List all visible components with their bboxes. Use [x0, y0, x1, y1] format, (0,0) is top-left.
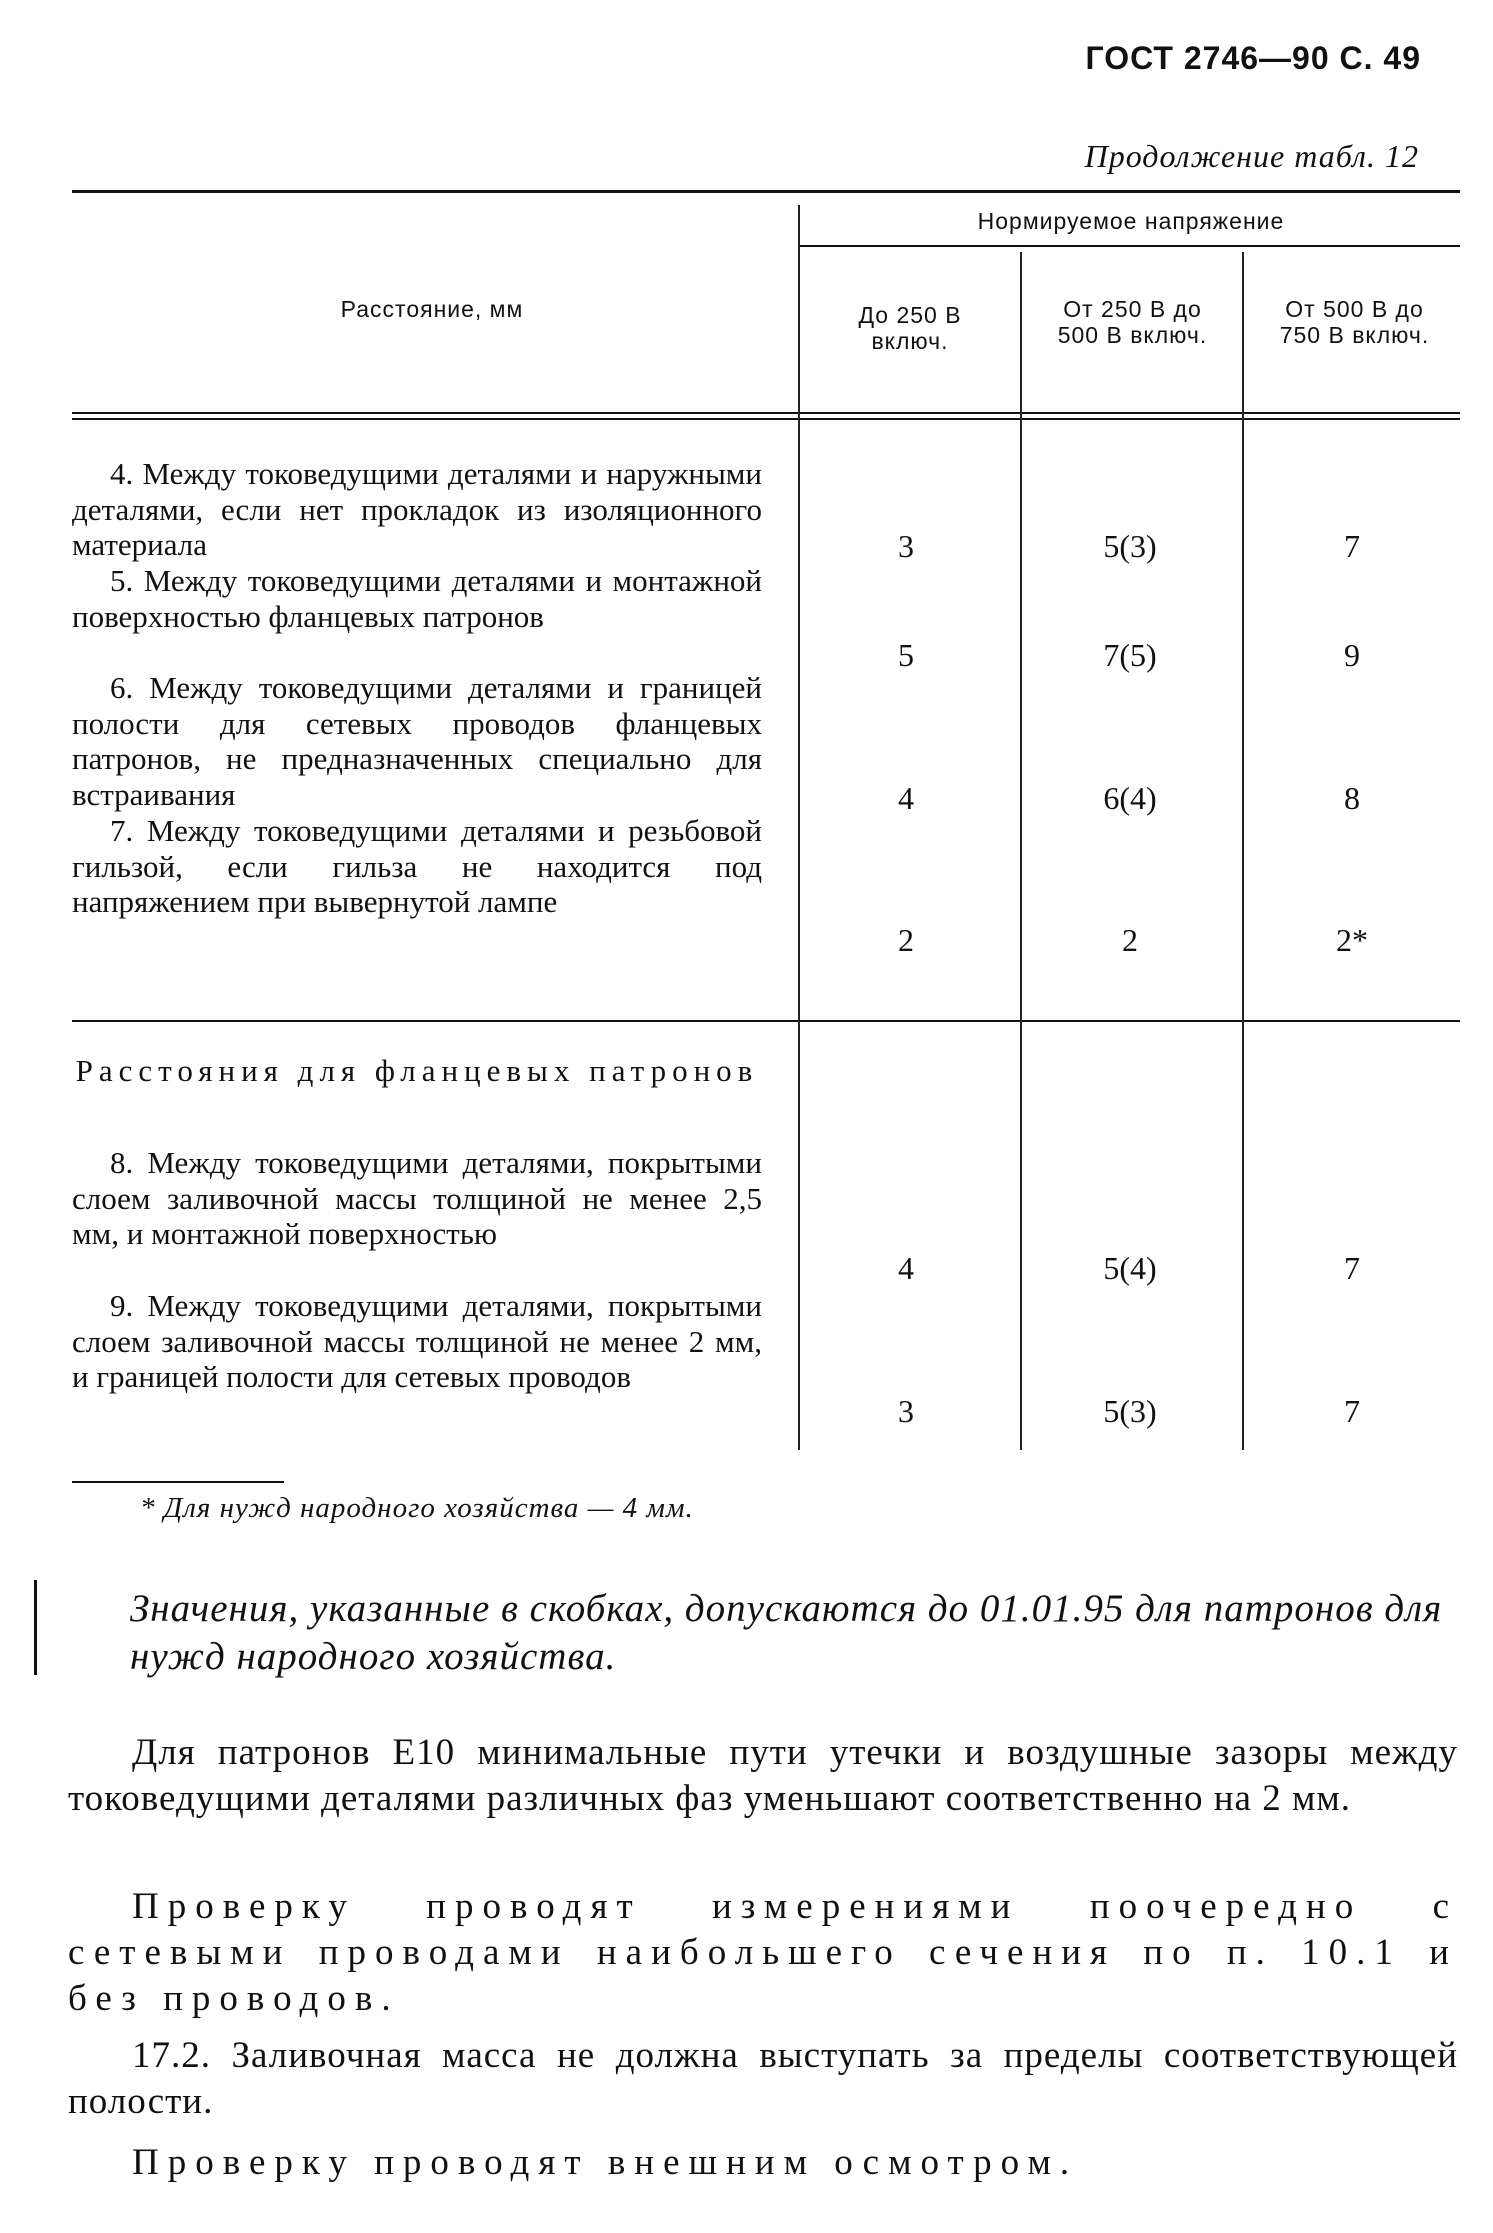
table-footnote: * Для нужд народного хозяйства — 4 мм.	[140, 1492, 694, 1524]
paragraph-check-visual: Проверку проводят внешним осмотром.	[132, 2142, 1079, 2183]
section-heading: Расстояния для фланцевых патронов	[75, 1053, 759, 1088]
page-header-code: ГОСТ 2746—90 С. 49	[1085, 40, 1421, 76]
row-text: 6. Между токоведущими деталями и границей полости для сетевых проводов фланцевых патронов, не предназначенных специально для встраивания	[72, 670, 762, 812]
table-row	[72, 813, 762, 920]
row-value-col1: 2	[898, 922, 914, 958]
column-header-distance: Расстояние, мм	[340, 296, 524, 322]
row-text: 5. Между токоведущими деталями и монтажной поверхностью фланцевых патронов	[72, 563, 762, 634]
column-header-voltage-group: Нормируемое напряжение	[977, 208, 1285, 234]
row-value-col1: 4	[898, 1250, 914, 1286]
row-value-col2: 6(4)	[1103, 780, 1157, 816]
column-header-250-500: От 250 В до 500 В включ.	[1057, 296, 1208, 348]
table-row	[72, 1145, 762, 1252]
row-text: 4. Между токоведущими деталями и наружными деталями, если нет прокладок из изоляционного материала	[72, 456, 762, 562]
table-vline-3	[1242, 252, 1244, 1450]
row-value-col2: 7(5)	[1103, 637, 1157, 673]
row-value-col3: 7	[1344, 1393, 1360, 1429]
row-text: 9. Между токоведущими деталями, покрытыми слоем заливочной массы толщиной не менее 2 мм, и границей полости для сетевых проводов	[72, 1288, 762, 1394]
row-value-col2: 5(4)	[1103, 1250, 1157, 1286]
row-value-col3: 9	[1344, 637, 1360, 673]
column-header-500-750: От 500 В до 750 В включ.	[1279, 296, 1430, 348]
row-text: 7. Между токоведущими деталями и резьбовой гильзой, если гильза не находится под напряжением при вывернутой лампе	[72, 813, 762, 919]
paragraph-check-measure: Проверку проводят измерениями поочередно с сетевыми проводами наибольшего сечения по п. 10.1 и без проводов.	[68, 1886, 1458, 2019]
header-bottom-rule-2	[72, 418, 1460, 420]
header-bottom-rule-1	[72, 412, 1460, 414]
margin-change-bar	[34, 1580, 37, 1675]
row-text: 8. Между токоведущими деталями, покрытыми слоем заливочной массы толщиной не менее 2,5 мм, и монтажной поверхностью	[72, 1145, 762, 1251]
table-row	[72, 1288, 762, 1395]
section-divider-rule	[72, 1020, 1460, 1022]
row-value-col1: 3	[898, 1393, 914, 1429]
note-italic: Значения, указанные в скобках, допускаются до 01.01.95 для патронов для нужд народного хозяйства.	[130, 1587, 1443, 1678]
row-value-col3: 7	[1344, 528, 1360, 564]
row-value-col2: 2	[1122, 922, 1138, 958]
row-value-col3: 8	[1344, 780, 1360, 816]
table-vline-2	[1020, 252, 1022, 1450]
paragraph-e10: Для патронов Е10 минимальные пути утечки и воздушные зазоры между токоведущими деталями различных фаз уменьшают соответственно на 2 мм.	[68, 1732, 1458, 1819]
table-row	[72, 563, 762, 634]
row-value-col1: 4	[898, 780, 914, 816]
table-top-rule	[72, 190, 1460, 193]
table-continuation-label: Продолжение табл. 12	[1084, 138, 1419, 174]
row-value-col3: 2*	[1336, 922, 1368, 958]
row-value-col3: 7	[1344, 1250, 1360, 1286]
row-value-col1: 3	[898, 528, 914, 564]
footnote-rule	[72, 1481, 284, 1483]
voltage-group-rule	[800, 245, 1460, 247]
row-value-col2: 5(3)	[1103, 528, 1157, 564]
row-value-col1: 5	[898, 637, 914, 673]
row-value-col2: 5(3)	[1103, 1393, 1157, 1429]
paragraph-17-2: 17.2. Заливочная масса не должна выступать за пределы соответствующей полости.	[68, 2035, 1458, 2122]
table-vline-1	[798, 205, 800, 1450]
table-row	[72, 456, 762, 563]
table-row	[72, 670, 762, 812]
column-header-up-to-250: До 250 В включ.	[858, 302, 962, 354]
